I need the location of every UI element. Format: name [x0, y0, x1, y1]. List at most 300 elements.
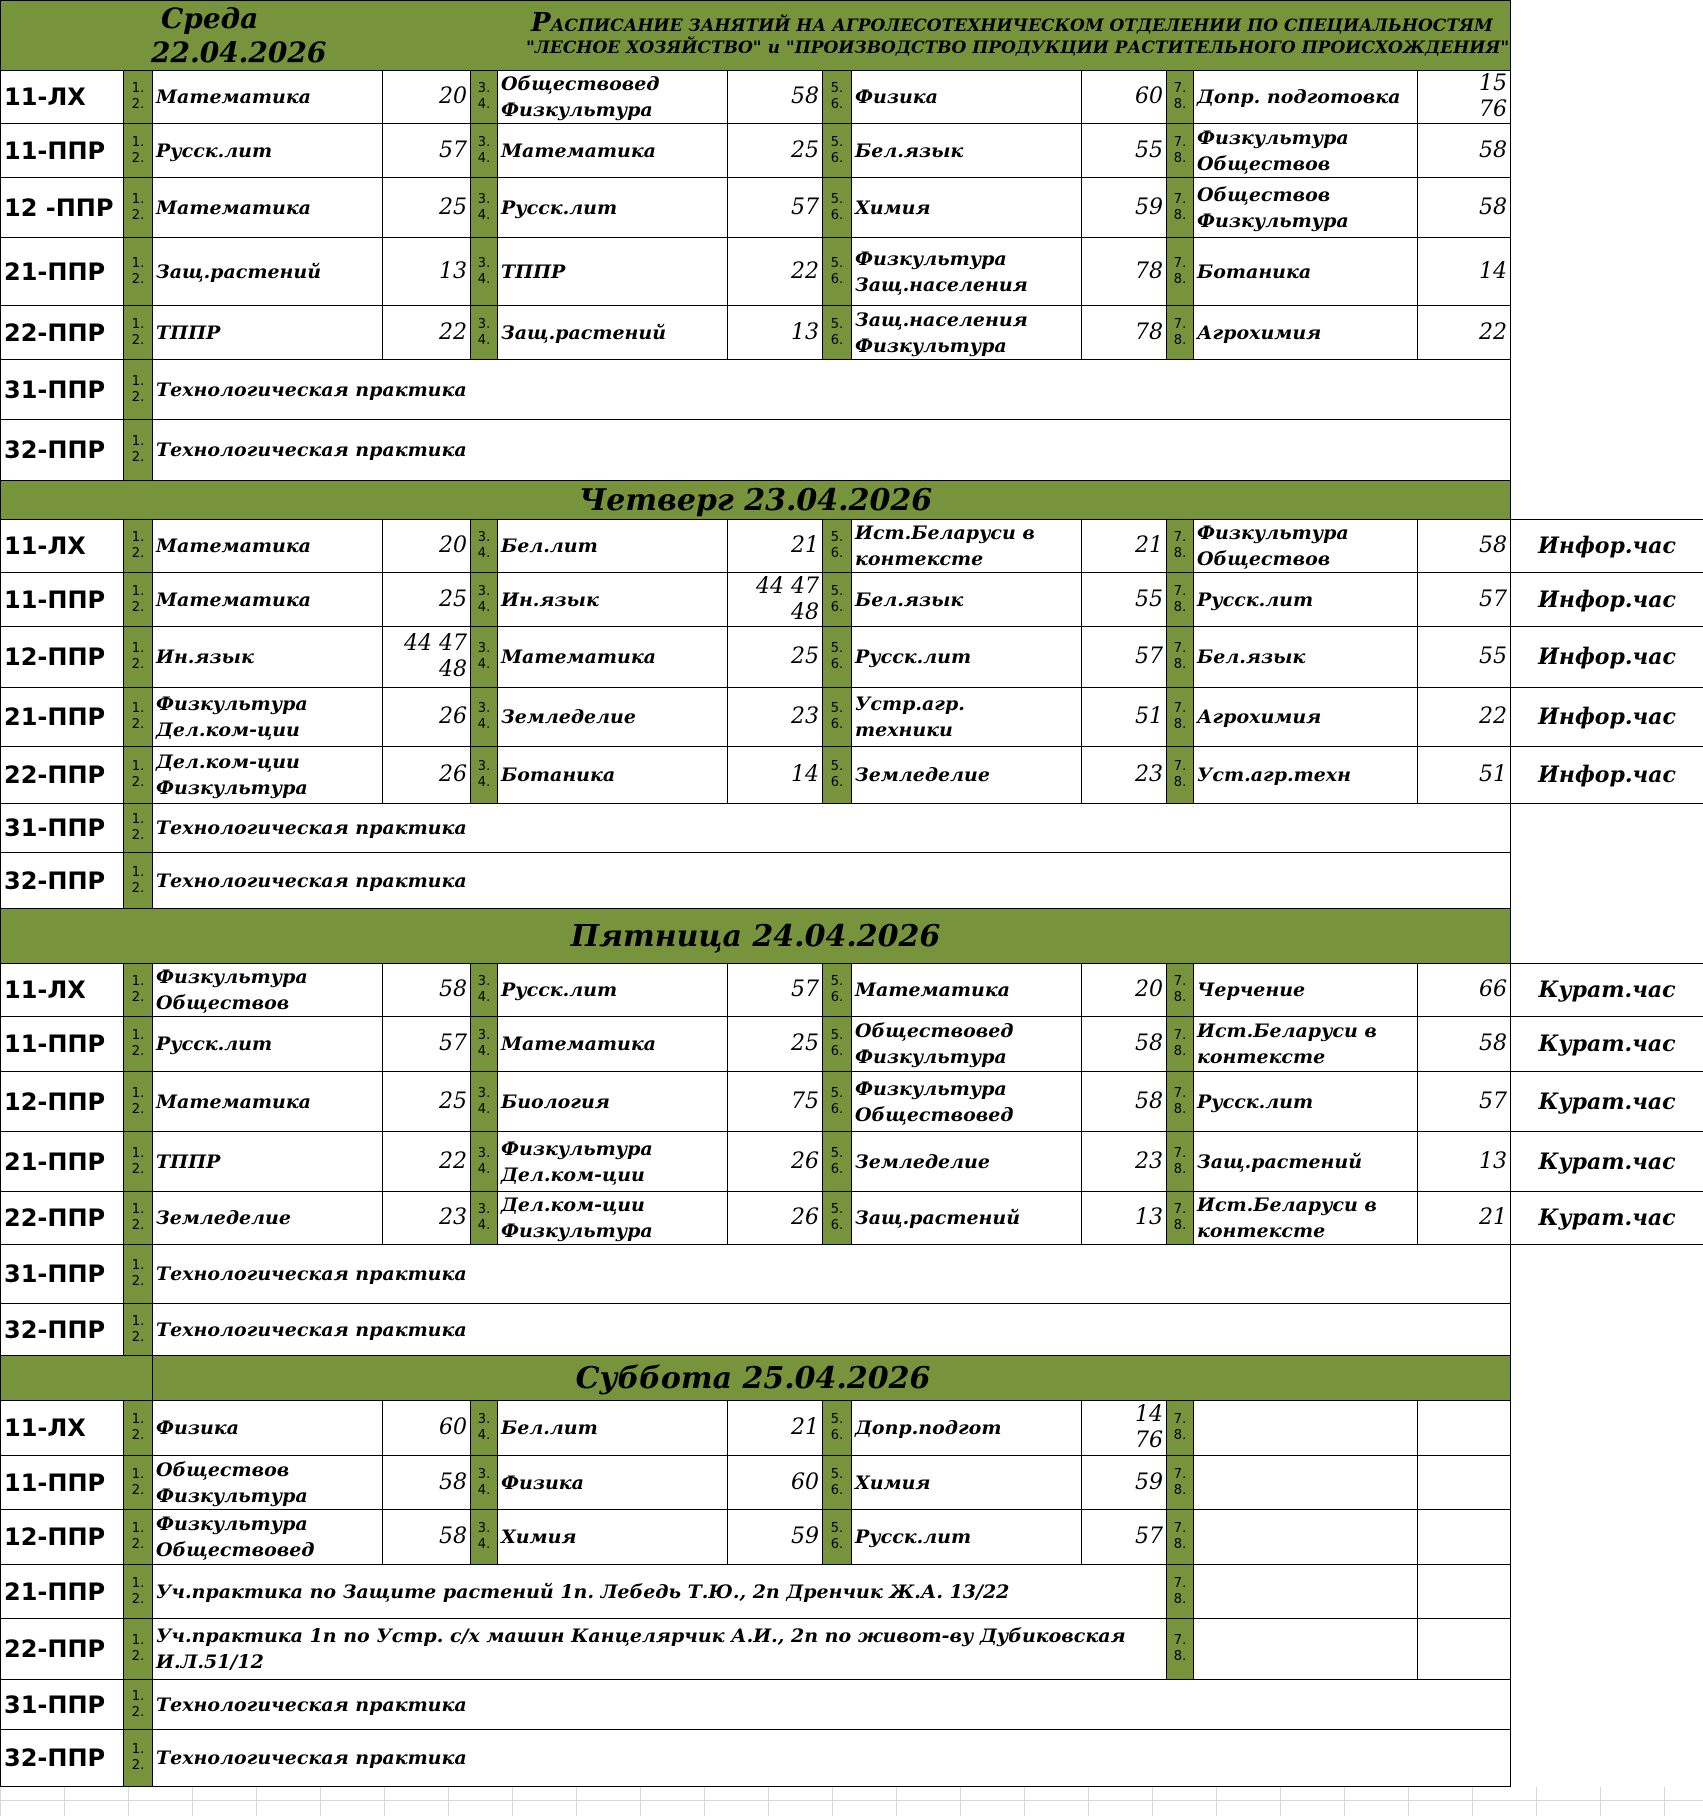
slot-number: 5. 6.	[823, 964, 852, 1017]
note-cell: Курат.час	[1511, 1192, 1703, 1245]
slot-number: 1. 2.	[124, 1680, 153, 1730]
subject-span: Технологическая практика	[153, 420, 1511, 481]
day-header: Суббота 25.04.2026	[153, 1356, 1511, 1401]
schedule-row	[1, 1730, 1703, 1787]
blank-cell	[1511, 1565, 1703, 1619]
slot-number: 1. 2.	[124, 420, 153, 481]
group-name: 11-ППР	[1, 124, 124, 178]
room-cell: 13	[1418, 1132, 1511, 1192]
slot-number: 7. 8.	[1167, 124, 1194, 178]
slot-number: 7. 8.	[1167, 238, 1194, 306]
slot-number: 1. 2.	[124, 1132, 153, 1192]
schedule-row	[1, 853, 1703, 909]
subject-cell: Физкультура Обществов	[1194, 124, 1418, 178]
group-name: 31-ППР	[1, 360, 124, 420]
group-name: 12-ППР	[1, 627, 124, 688]
slot-number: 3. 4.	[471, 71, 498, 124]
subject-cell: Агрохимия	[1194, 306, 1418, 360]
slot-number: 5. 6.	[823, 627, 852, 688]
group-name: 12-ППР	[1, 1072, 124, 1132]
blank-cell	[1511, 853, 1703, 909]
group-name: 12-ППР	[1, 1510, 124, 1565]
blank-cell	[1511, 804, 1703, 853]
slot-number: 5. 6.	[823, 124, 852, 178]
subject-cell: Русск.лит	[1194, 1072, 1418, 1132]
subject-cell: Допр. подготовка	[1194, 71, 1418, 124]
slot-number: 7. 8.	[1167, 178, 1194, 238]
blank-cell	[1511, 360, 1703, 420]
room-cell: 57	[1082, 627, 1167, 688]
subject-cell: Русск.лит	[498, 964, 728, 1017]
title-header-cell	[1, 1, 1511, 71]
blank-cell	[1511, 306, 1703, 360]
room-cell: 57	[383, 124, 471, 178]
subject-cell: Защ.растений	[1194, 1132, 1418, 1192]
day-name: Среда	[161, 1, 259, 35]
room-cell: 58	[1418, 178, 1511, 238]
subject-cell: Обществовед Физкультура	[498, 71, 728, 124]
note-cell: Курат.час	[1511, 1132, 1703, 1192]
subject-cell: Русск.лит	[1194, 573, 1418, 627]
slot-number: 1. 2.	[124, 1730, 153, 1787]
group-name: 32-ППР	[1, 1730, 124, 1787]
subject-cell: Ист.Беларуси в контексте	[1194, 1017, 1418, 1072]
group-name: 11-ЛХ	[1, 71, 124, 124]
schedule-row	[1, 306, 1703, 360]
room-cell: 55	[1418, 627, 1511, 688]
schedule-row	[1, 1680, 1703, 1730]
group-name: 11-ЛХ	[1, 520, 124, 573]
group-name: 11-ППР	[1, 573, 124, 627]
room-cell: 78	[1082, 306, 1167, 360]
room-cell: 20	[383, 71, 471, 124]
slot-number: 1. 2.	[124, 1619, 153, 1680]
room-cell: 21	[728, 520, 823, 573]
subject-cell: Математика	[153, 178, 383, 238]
slot-number: 3. 4.	[471, 573, 498, 627]
subject-cell	[1194, 1619, 1418, 1680]
slot-number: 1. 2.	[124, 238, 153, 306]
subject-cell: Физика	[852, 71, 1082, 124]
room-cell: 20	[1082, 964, 1167, 1017]
room-cell: 60	[728, 1456, 823, 1510]
group-name: 21-ППР	[1, 238, 124, 306]
subject-cell: Биология	[498, 1072, 728, 1132]
schedule-row	[1, 1192, 1703, 1245]
room-cell: 57	[1082, 1510, 1167, 1565]
subject-cell: Защ.растений	[153, 238, 383, 306]
blank-cell	[1511, 1356, 1703, 1401]
subject-cell: Бел.лит	[498, 1401, 728, 1456]
slot-number: 7. 8.	[1167, 1072, 1194, 1132]
subject-wide: Уч.практика по Защите растений 1п. Лебедь Т.Ю., 2п Дренчик Ж.А. 13/22	[153, 1565, 1167, 1619]
slot-number: 1. 2.	[124, 360, 153, 420]
subject-span: Технологическая практика	[153, 853, 1511, 909]
group-name: 21-ППР	[1, 1132, 124, 1192]
room-cell: 22	[1418, 688, 1511, 747]
room-cell: 58	[383, 1456, 471, 1510]
slot-number: 1. 2.	[124, 178, 153, 238]
blank-cell	[1511, 909, 1703, 964]
slot-number: 3. 4.	[471, 520, 498, 573]
room-cell: 59	[728, 1510, 823, 1565]
room-cell	[1418, 1565, 1511, 1619]
subject-cell: Допр.подгот	[852, 1401, 1082, 1456]
schedule-row	[1, 124, 1703, 178]
room-cell: 25	[728, 1017, 823, 1072]
slot-number: 5. 6.	[823, 520, 852, 573]
schedule-row	[1, 1401, 1703, 1456]
subject-cell: Дел.ком-ции Физкультура	[153, 747, 383, 804]
subject-cell: Бел.язык	[1194, 627, 1418, 688]
subject-cell: Ист.Беларуси в контексте	[852, 520, 1082, 573]
subject-cell: Химия	[852, 178, 1082, 238]
subject-cell: Русск.лит	[852, 627, 1082, 688]
title-line-1	[471, 8, 1509, 38]
room-cell: 26	[728, 1192, 823, 1245]
subject-cell: Обществов Физкультура	[153, 1456, 383, 1510]
blank-cell	[1511, 1619, 1703, 1680]
room-cell: 22	[1418, 306, 1511, 360]
subject-cell: Физика	[153, 1401, 383, 1456]
subject-cell: Защ.населения Физкультура	[852, 306, 1082, 360]
slot-number: 7. 8.	[1167, 1132, 1194, 1192]
subject-cell: Ин.язык	[498, 573, 728, 627]
room-cell: 25	[383, 573, 471, 627]
group-name: 11-ППР	[1, 1017, 124, 1072]
subject-cell: Обществов Физкультура	[1194, 178, 1418, 238]
slot-number: 1. 2.	[124, 1017, 153, 1072]
room-cell: 22	[383, 306, 471, 360]
schedule-row	[1, 360, 1703, 420]
slot-number: 1. 2.	[124, 804, 153, 853]
schedule-row	[1, 573, 1703, 627]
slot-number: 3. 4.	[471, 1401, 498, 1456]
room-cell: 26	[383, 747, 471, 804]
group-name: 32-ППР	[1, 420, 124, 481]
room-cell: 78	[1082, 238, 1167, 306]
subject-cell: Физкультура Обществовед	[153, 1510, 383, 1565]
subject-cell: Бел.язык	[852, 124, 1082, 178]
day-header: Четверг 23.04.2026	[1, 481, 1511, 520]
group-name: 21-ППР	[1, 1565, 124, 1619]
subject-span: Технологическая практика	[153, 1680, 1511, 1730]
title-line-2: "ЛЕСНОЕ ХОЗЯЙСТВО" и "ПРОИЗВОДСТВО ПРОДУКЦИИ РАСТИТЕЛЬНОГО ПРОИСХОЖДЕНИЯ"	[526, 38, 1510, 58]
subject-cell: Агрохимия	[1194, 688, 1418, 747]
schedule-row	[1, 1245, 1703, 1304]
room-cell: 51	[1418, 747, 1511, 804]
slot-number: 1. 2.	[124, 1510, 153, 1565]
room-cell: 13	[383, 238, 471, 306]
room-cell: 57	[1418, 573, 1511, 627]
slot-number: 1. 2.	[124, 964, 153, 1017]
subject-cell	[1194, 1565, 1418, 1619]
slot-number: 7. 8.	[1167, 1619, 1194, 1680]
subject-cell: Физкультура Дел.ком-ции	[498, 1132, 728, 1192]
slot-number: 5. 6.	[823, 688, 852, 747]
note-cell: Курат.час	[1511, 964, 1703, 1017]
group-name: 31-ППР	[1, 1245, 124, 1304]
slot-number: 5. 6.	[823, 1510, 852, 1565]
subject-cell: Русск.лит	[852, 1510, 1082, 1565]
schedule-row	[1, 178, 1703, 238]
subject-cell	[1194, 1456, 1418, 1510]
subject-cell: Защ.растений	[498, 306, 728, 360]
slot-number: 7. 8.	[1167, 573, 1194, 627]
room-cell: 21	[728, 1401, 823, 1456]
room-cell: 51	[1082, 688, 1167, 747]
room-cell: 14	[728, 747, 823, 804]
subject-cell: Бел.лит	[498, 520, 728, 573]
slot-number: 7. 8.	[1167, 1510, 1194, 1565]
slot-number: 3. 4.	[471, 964, 498, 1017]
schedule-row	[1, 964, 1703, 1017]
schedule-row	[1, 1565, 1703, 1619]
room-cell: 44 47 48	[383, 627, 471, 688]
group-name: 22-ППР	[1, 1192, 124, 1245]
group-name: 12 -ППР	[1, 178, 124, 238]
subject-cell: Бел.язык	[852, 573, 1082, 627]
slot-number: 3. 4.	[471, 627, 498, 688]
room-cell	[1418, 1619, 1511, 1680]
slot-number: 1. 2.	[124, 1304, 153, 1356]
page-title	[471, 8, 1510, 59]
slot-number: 3. 4.	[471, 306, 498, 360]
group-name: 22-ППР	[1, 1619, 124, 1680]
blank-cell	[1511, 1510, 1703, 1565]
blank-cell	[1511, 1, 1703, 71]
subject-cell: ТППР	[498, 238, 728, 306]
group-name: 11-ЛХ	[1, 964, 124, 1017]
subject-cell	[1194, 1401, 1418, 1456]
subject-span: Технологическая практика	[153, 1730, 1511, 1787]
slot-number: 1. 2.	[124, 306, 153, 360]
slot-number: 7. 8.	[1167, 1565, 1194, 1619]
schedule-row	[1, 1510, 1703, 1565]
subject-wide: Уч.практика 1п по Устр. с/х машин Канцелярчик А.И., 2п по живот-ву Дубиковская И.Л.51/12	[153, 1619, 1167, 1680]
subject-cell: Математика	[153, 1072, 383, 1132]
subject-cell: Математика	[153, 573, 383, 627]
note-cell: Инфор.час	[1511, 573, 1703, 627]
room-cell: 55	[1082, 124, 1167, 178]
room-cell: 25	[728, 627, 823, 688]
room-cell: 25	[383, 1072, 471, 1132]
subject-cell: Черчение	[1194, 964, 1418, 1017]
subject-span: Технологическая практика	[153, 1304, 1511, 1356]
subject-cell: Физика	[498, 1456, 728, 1510]
subject-cell: Химия	[852, 1456, 1082, 1510]
subject-cell: Защ.растений	[852, 1192, 1082, 1245]
blank-cell	[1511, 1680, 1703, 1730]
room-cell: 55	[1082, 573, 1167, 627]
blank-cell	[1511, 1245, 1703, 1304]
group-name: 11-ЛХ	[1, 1401, 124, 1456]
subject-cell	[1194, 1510, 1418, 1565]
schedule-row	[1, 1072, 1703, 1132]
subject-span: Технологическая практика	[153, 804, 1511, 853]
subject-cell: Земледелие	[852, 1132, 1082, 1192]
room-cell: 58	[383, 1510, 471, 1565]
subject-cell: Ботаника	[498, 747, 728, 804]
subject-span: Технологическая практика	[153, 360, 1511, 420]
slot-number: 3. 4.	[471, 1132, 498, 1192]
subject-cell: Физкультура Обществовед	[852, 1072, 1082, 1132]
slot-number: 7. 8.	[1167, 627, 1194, 688]
slot-number: 5. 6.	[823, 573, 852, 627]
subject-cell: Физкультура Обществов	[1194, 520, 1418, 573]
blank-cell	[1511, 1304, 1703, 1356]
note-cell: Курат.час	[1511, 1072, 1703, 1132]
subject-cell: Обществовед Физкультура	[852, 1017, 1082, 1072]
subject-cell: Ин.язык	[153, 627, 383, 688]
room-cell: 59	[1082, 1456, 1167, 1510]
slot-number: 1. 2.	[124, 688, 153, 747]
day-header: Пятница 24.04.2026	[1, 909, 1511, 964]
subject-cell: Математика	[153, 520, 383, 573]
slot-number: 3. 4.	[471, 688, 498, 747]
room-cell: 25	[728, 124, 823, 178]
subject-cell: ТППР	[153, 1132, 383, 1192]
group-name: 22-ППР	[1, 747, 124, 804]
slot-number: 3. 4.	[471, 238, 498, 306]
subject-cell: Физкультура Защ.населения	[852, 238, 1082, 306]
slot-number: 1. 2.	[124, 747, 153, 804]
schedule-row	[1, 627, 1703, 688]
slot-number: 3. 4.	[471, 1072, 498, 1132]
slot-number: 1. 2.	[124, 1456, 153, 1510]
note-cell: Инфор.час	[1511, 747, 1703, 804]
slot-number: 7. 8.	[1167, 306, 1194, 360]
subject-cell: ТППР	[153, 306, 383, 360]
subject-cell: Ботаника	[1194, 238, 1418, 306]
room-cell: 59	[1082, 178, 1167, 238]
slot-number: 1. 2.	[124, 1565, 153, 1619]
slot-number: 1. 2.	[124, 1072, 153, 1132]
slot-number: 7. 8.	[1167, 71, 1194, 124]
slot-number: 3. 4.	[471, 1017, 498, 1072]
day-header-left-cell	[1, 1356, 153, 1401]
room-cell: 58	[1418, 1017, 1511, 1072]
group-name: 21-ППР	[1, 688, 124, 747]
slot-number: 7. 8.	[1167, 688, 1194, 747]
subject-cell: Устр.агр. техники	[852, 688, 1082, 747]
room-cell: 26	[728, 1132, 823, 1192]
room-cell: 21	[1082, 520, 1167, 573]
blank-cell	[1511, 71, 1703, 124]
blank-cell	[1511, 124, 1703, 178]
room-cell: 58	[383, 964, 471, 1017]
subject-cell: Физкультура Дел.ком-ции	[153, 688, 383, 747]
schedule-row	[1, 688, 1703, 747]
room-cell: 58	[1418, 124, 1511, 178]
slot-number: 3. 4.	[471, 178, 498, 238]
subject-cell: Земледелие	[153, 1192, 383, 1245]
group-name: 31-ППР	[1, 804, 124, 853]
slot-number: 1. 2.	[124, 573, 153, 627]
slot-number: 7. 8.	[1167, 1017, 1194, 1072]
schedule-row	[1, 804, 1703, 853]
blank-cell	[1511, 420, 1703, 481]
slot-number: 5. 6.	[823, 238, 852, 306]
subject-cell: Математика	[498, 1017, 728, 1072]
slot-number: 7. 8.	[1167, 964, 1194, 1017]
slot-number: 7. 8.	[1167, 1456, 1194, 1510]
room-cell: 15 76	[1418, 71, 1511, 124]
slot-number: 5. 6.	[823, 747, 852, 804]
day-heading	[1, 2, 471, 70]
slot-number: 5. 6.	[823, 1456, 852, 1510]
slot-number: 5. 6.	[823, 1072, 852, 1132]
slot-number: 5. 6.	[823, 1401, 852, 1456]
room-cell: 22	[383, 1132, 471, 1192]
schedule-row	[1, 1304, 1703, 1356]
subject-cell: Русск.лит	[153, 124, 383, 178]
room-cell: 58	[1082, 1072, 1167, 1132]
schedule-row	[1, 71, 1703, 124]
slot-number: 5. 6.	[823, 306, 852, 360]
schedule-row	[1, 1017, 1703, 1072]
room-cell: 25	[383, 178, 471, 238]
group-name: 22-ППР	[1, 306, 124, 360]
subject-cell: Дел.ком-ции Физкультура	[498, 1192, 728, 1245]
slot-number: 1. 2.	[124, 520, 153, 573]
room-cell: 13	[1082, 1192, 1167, 1245]
slot-number: 5. 6.	[823, 1132, 852, 1192]
room-cell: 21	[1418, 1192, 1511, 1245]
slot-number: 1. 2.	[124, 1401, 153, 1456]
room-cell: 26	[383, 688, 471, 747]
day-date: 22.04.2026	[151, 35, 327, 69]
room-cell: 58	[728, 71, 823, 124]
schedule-row	[1, 420, 1703, 481]
subject-cell: Русск.лит	[498, 178, 728, 238]
slot-number: 3. 4.	[471, 747, 498, 804]
subject-cell: Уст.агр.техн	[1194, 747, 1418, 804]
schedule-row	[1, 238, 1703, 306]
room-cell: 20	[383, 520, 471, 573]
blank-cell	[1511, 481, 1703, 520]
subject-cell: Математика	[852, 964, 1082, 1017]
room-cell: 60	[383, 1401, 471, 1456]
slot-number: 3. 4.	[471, 124, 498, 178]
room-cell: 23	[728, 688, 823, 747]
slot-number: 3. 4.	[471, 1456, 498, 1510]
blank-cell	[1511, 1401, 1703, 1456]
room-cell: 57	[728, 964, 823, 1017]
subject-cell: Математика	[498, 124, 728, 178]
room-cell: 23	[1082, 1132, 1167, 1192]
subject-cell: Химия	[498, 1510, 728, 1565]
room-cell: 44 47 48	[728, 573, 823, 627]
room-cell: 58	[1082, 1017, 1167, 1072]
slot-number: 5. 6.	[823, 178, 852, 238]
room-cell: 57	[1418, 1072, 1511, 1132]
room-cell	[1418, 1510, 1511, 1565]
slot-number: 1. 2.	[124, 627, 153, 688]
subject-cell: Земледелие	[852, 747, 1082, 804]
subject-cell: Ист.Беларуси в контексте	[1194, 1192, 1418, 1245]
note-cell: Инфор.час	[1511, 688, 1703, 747]
room-cell: 14 76	[1082, 1401, 1167, 1456]
slot-number: 3. 4.	[471, 1510, 498, 1565]
room-cell: 66	[1418, 964, 1511, 1017]
group-name: 31-ППР	[1, 1680, 124, 1730]
room-cell: 60	[1082, 71, 1167, 124]
subject-span: Технологическая практика	[153, 1245, 1511, 1304]
blank-cell	[1511, 178, 1703, 238]
slot-number: 1. 2.	[124, 1192, 153, 1245]
blank-cell	[1511, 1456, 1703, 1510]
